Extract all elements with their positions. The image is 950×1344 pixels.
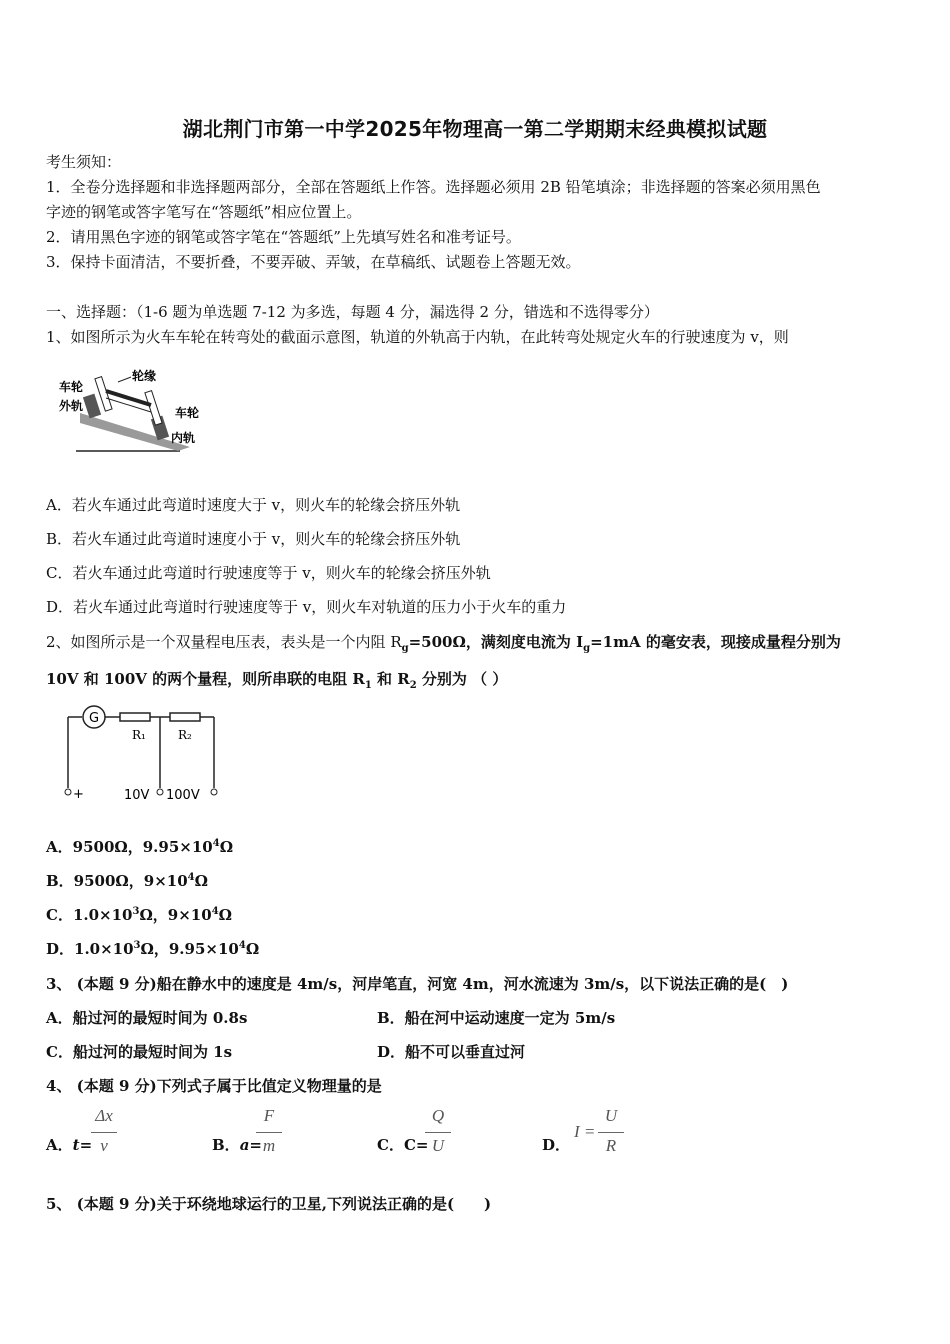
notice-line-2: 2．请用黑色字迹的钢笔或答字笔在“答题纸”上先填写姓名和准考证号。 <box>46 228 521 246</box>
q4-option-c: C．C= <box>377 1136 429 1154</box>
terminal-10v <box>157 789 163 795</box>
label-outer-rail: 外轨 <box>59 399 84 413</box>
q2-option-b: B．9500Ω，$9\times 10^4\Omega$ <box>46 872 208 890</box>
terminal-plus <box>65 789 71 795</box>
page-title: 湖北荆门市第一中学2025年物理高一第二学期期末经典模拟试题 <box>182 117 768 141</box>
axle <box>106 391 151 405</box>
label-inner-rail: 内轨 <box>171 431 196 445</box>
terminal-100v <box>211 789 217 795</box>
q2-option-c: C．$1.0\times 10^3\Omega$，$9\times 10^4\Omega$ <box>46 906 233 924</box>
voltmeter-circuit-figure <box>46 700 236 812</box>
q2-stem-cont: 10V 和 100V 的两个量程，则所串联的电阻 $R_1$ 和 $R_2$ 分别为 （ ） <box>46 670 508 691</box>
section-heading: 一、选择题：（1-6 题为单选题 7-12 为多选，每题 4 分，漏选得 2 分，错选和不选得零分） <box>46 303 659 321</box>
label-r1: R₁ <box>132 728 146 742</box>
q3-option-b: B．船在河中运动速度一定为 5m/s <box>377 1009 616 1027</box>
q4-option-d: D． <box>542 1136 571 1154</box>
q1-option-b: B．若火车通过此弯道时速度小于 v，则火车的轮缘会挤压外轨 <box>46 530 461 548</box>
q1-stem: 1、如图所示为火车车轮在转弯处的截面示意图，轨道的外轨高于内轨，在此转弯处规定火车的行驶速度为 v，则 <box>46 328 789 346</box>
notice-line-1: 1．全卷分选择题和非选择题两部分，全部在答题纸上作答。选择题必须用 2B 铅笔填涂；非选择题的答案必须用黑色 <box>46 178 821 196</box>
train-wheel-figure <box>58 365 208 455</box>
q4-d-variable: I = <box>574 1122 596 1141</box>
label-wheel-right: 车轮 <box>175 406 200 420</box>
q2-option-d: D．$1.0\times 10^3\Omega$，$9.95\times 10^4\Omega$ <box>46 940 260 958</box>
resistor-r1 <box>120 713 150 721</box>
label-flange: 轮缘 <box>132 369 157 383</box>
resistor-r2 <box>170 713 200 721</box>
label-r2: R₂ <box>178 728 192 742</box>
right-wheel <box>145 391 162 425</box>
q5-stem: 5、 (本题 9 分)关于环绕地球运行的卫星,下列说法正确的是( ) <box>46 1195 492 1213</box>
outer-rail <box>83 394 101 419</box>
label-10v: 10V <box>124 788 150 803</box>
q4-option-b: B．a= <box>212 1136 262 1154</box>
q1-option-a: A．若火车通过此弯道时速度大于 v，则火车的轮缘会挤压外轨 <box>46 496 461 514</box>
q3-option-c: C．船过河的最短时间为 1s <box>46 1043 233 1061</box>
q2-stem: 2、如图所示是一个双量程电压表，表头是一个内阻 $R_g=500\Omega$，满刻度电流为 $I_g=1mA$ 的毫安表，现接成量程分别为 <box>46 633 841 654</box>
q2-option-a: A．9500Ω，$9.95\times 10^4\Omega$ <box>46 838 234 856</box>
flange-pointer <box>118 377 131 382</box>
q1-option-d: D．若火车通过此弯道时行驶速度等于 v，则火车对轨道的压力小于火车的重力 <box>46 598 567 616</box>
label-wheel-left: 车轮 <box>59 380 84 394</box>
q3-option-d: D．船不可以垂直过河 <box>377 1043 526 1061</box>
q4-stem: 4、 (本题 9 分)下列式子属于比值定义物理量的是 <box>46 1077 382 1095</box>
notice-line-1-cont: 字迹的钢笔或答字笔写在“答题纸”相应位置上。 <box>46 203 362 221</box>
q3-stem: 3、 (本题 9 分)船在静水中的速度是 4m/s，河岸笔直，河宽 4m，河水流速为 3m/s，以下说法正确的是( ) <box>46 975 789 993</box>
q1-option-c: C．若火车通过此弯道时行驶速度等于 v，则火车的轮缘会挤压外轨 <box>46 564 491 582</box>
label-g: G <box>89 711 100 726</box>
q4-option-a: A．t= <box>46 1136 93 1154</box>
label-plus: + <box>73 787 84 802</box>
label-100v: 100V <box>166 788 200 803</box>
q3-option-a: A．船过河的最短时间为 0.8s <box>46 1009 248 1027</box>
notice-line-3: 3．保持卡面清洁，不要折叠，不要弄破、弄皱，在草稿纸、试题卷上答题无效。 <box>46 253 581 271</box>
notice-heading: 考生须知： <box>46 153 122 171</box>
